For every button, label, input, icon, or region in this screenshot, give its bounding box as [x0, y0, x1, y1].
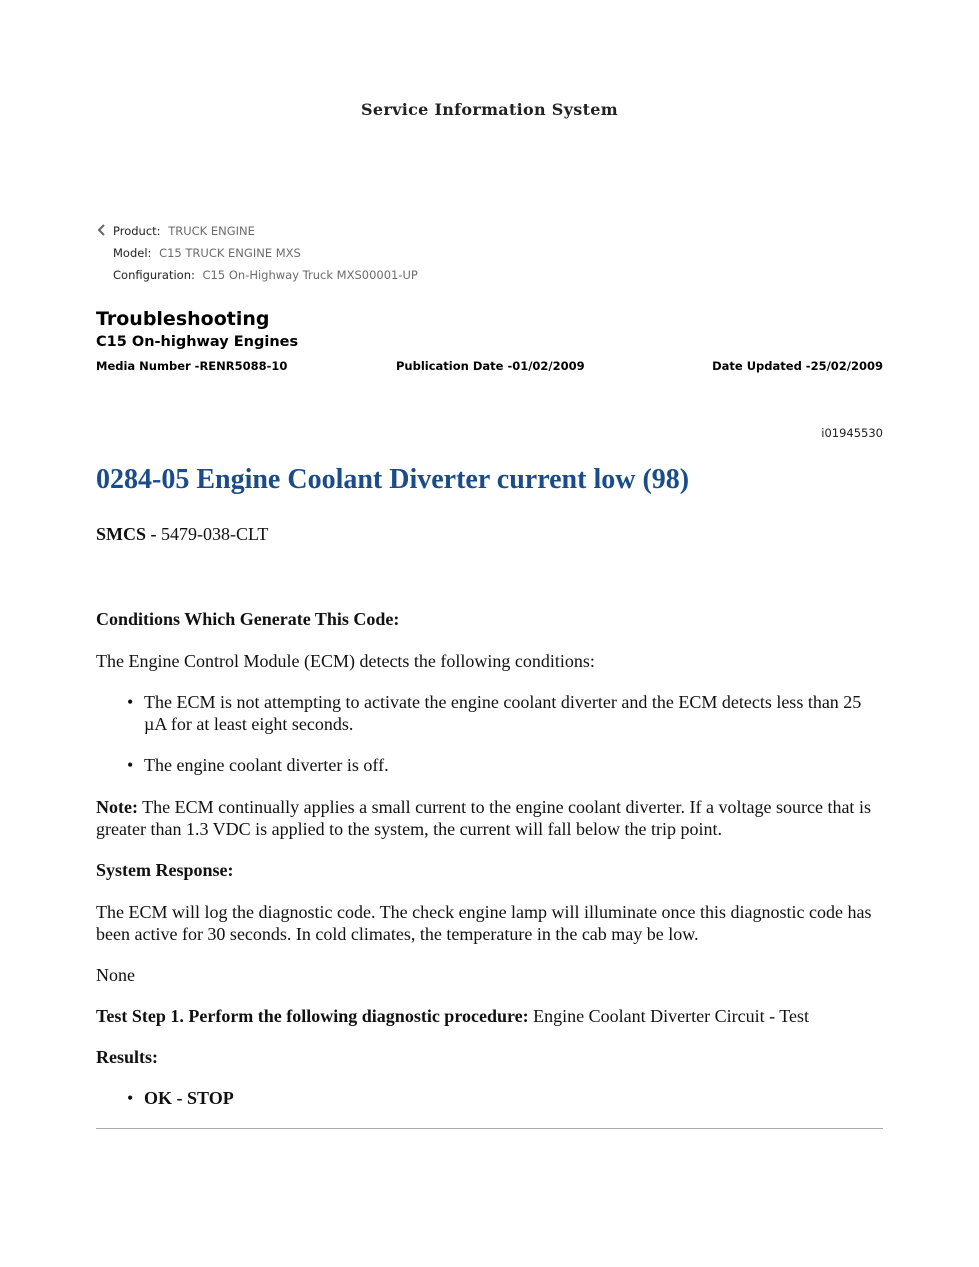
configuration-row: [96, 268, 418, 290]
note-text: The ECM continually applies a small current to the engine coolant diverter. If a voltage source that is greater than 1.3 VDC is applied to the system, the current will fall below the trip point.: [96, 797, 871, 839]
configuration-label: Configuration:: [113, 268, 195, 282]
date-updated: Date Updated -25/02/2009: [712, 359, 883, 373]
test-step-label: Test Step 1. Perform the following diagnostic procedure:: [96, 1006, 529, 1026]
product-label: Product:: [113, 224, 161, 238]
list-item-text: OK - STOP: [144, 1088, 234, 1108]
none-text: None: [96, 965, 135, 985]
note-paragraph: [96, 796, 886, 840]
document-subtitle: C15 On-highway Engines: [96, 334, 299, 350]
system-title: Service Information System: [361, 100, 618, 119]
system-response-text: The ECM will log the diagnostic code. The check engine lamp will illuminate once this diagnostic code has been active for 30 seconds. In cold climates, the temperature in the cab may be low.: [96, 902, 872, 944]
bullet-icon: •: [127, 1088, 134, 1108]
bullet-icon: •: [127, 755, 134, 775]
test-step-text: Engine Coolant Diverter Circuit - Test: [533, 1006, 809, 1026]
system-response-heading: System Response:: [96, 860, 234, 880]
divider: [96, 1128, 883, 1129]
test-step: [96, 1005, 886, 1027]
model-value: C15 TRUCK ENGINE MXS: [159, 246, 301, 260]
bullet-icon: •: [127, 692, 134, 712]
article-heading: 0284-05 Engine Coolant Diverter current low (98): [96, 464, 690, 495]
header: [0, 100, 979, 120]
publication-date: Publication Date -01/02/2009: [396, 359, 585, 373]
document-id: i01945530: [821, 426, 883, 440]
conditions-intro: The Engine Control Module (ECM) detects the following conditions:: [96, 651, 595, 671]
media-number: Media Number -RENR5088-10: [96, 359, 288, 373]
product-value: TRUCK ENGINE: [168, 224, 255, 238]
results-heading: Results:: [96, 1047, 158, 1067]
list-item-text: The engine coolant diverter is off.: [144, 755, 389, 775]
conditions-heading: Conditions Which Generate This Code:: [96, 609, 400, 629]
document-title: Troubleshooting: [96, 308, 270, 330]
configuration-value: C15 On-Highway Truck MXS00001-UP: [202, 268, 418, 282]
smcs-line: [96, 523, 886, 545]
product-info: [96, 224, 418, 290]
model-row: [96, 246, 418, 268]
list-item-text: The ECM is not attempting to activate the engine coolant diverter and the ECM detects less than 25 µA for at least eight seconds.: [144, 692, 862, 734]
smcs-label: SMCS -: [96, 524, 157, 544]
model-label: Model:: [113, 246, 152, 260]
note-label: Note:: [96, 797, 138, 817]
product-row: [96, 224, 418, 246]
smcs-value: 5479-038-CLT: [161, 524, 269, 544]
chevron-left-icon[interactable]: [96, 224, 110, 238]
